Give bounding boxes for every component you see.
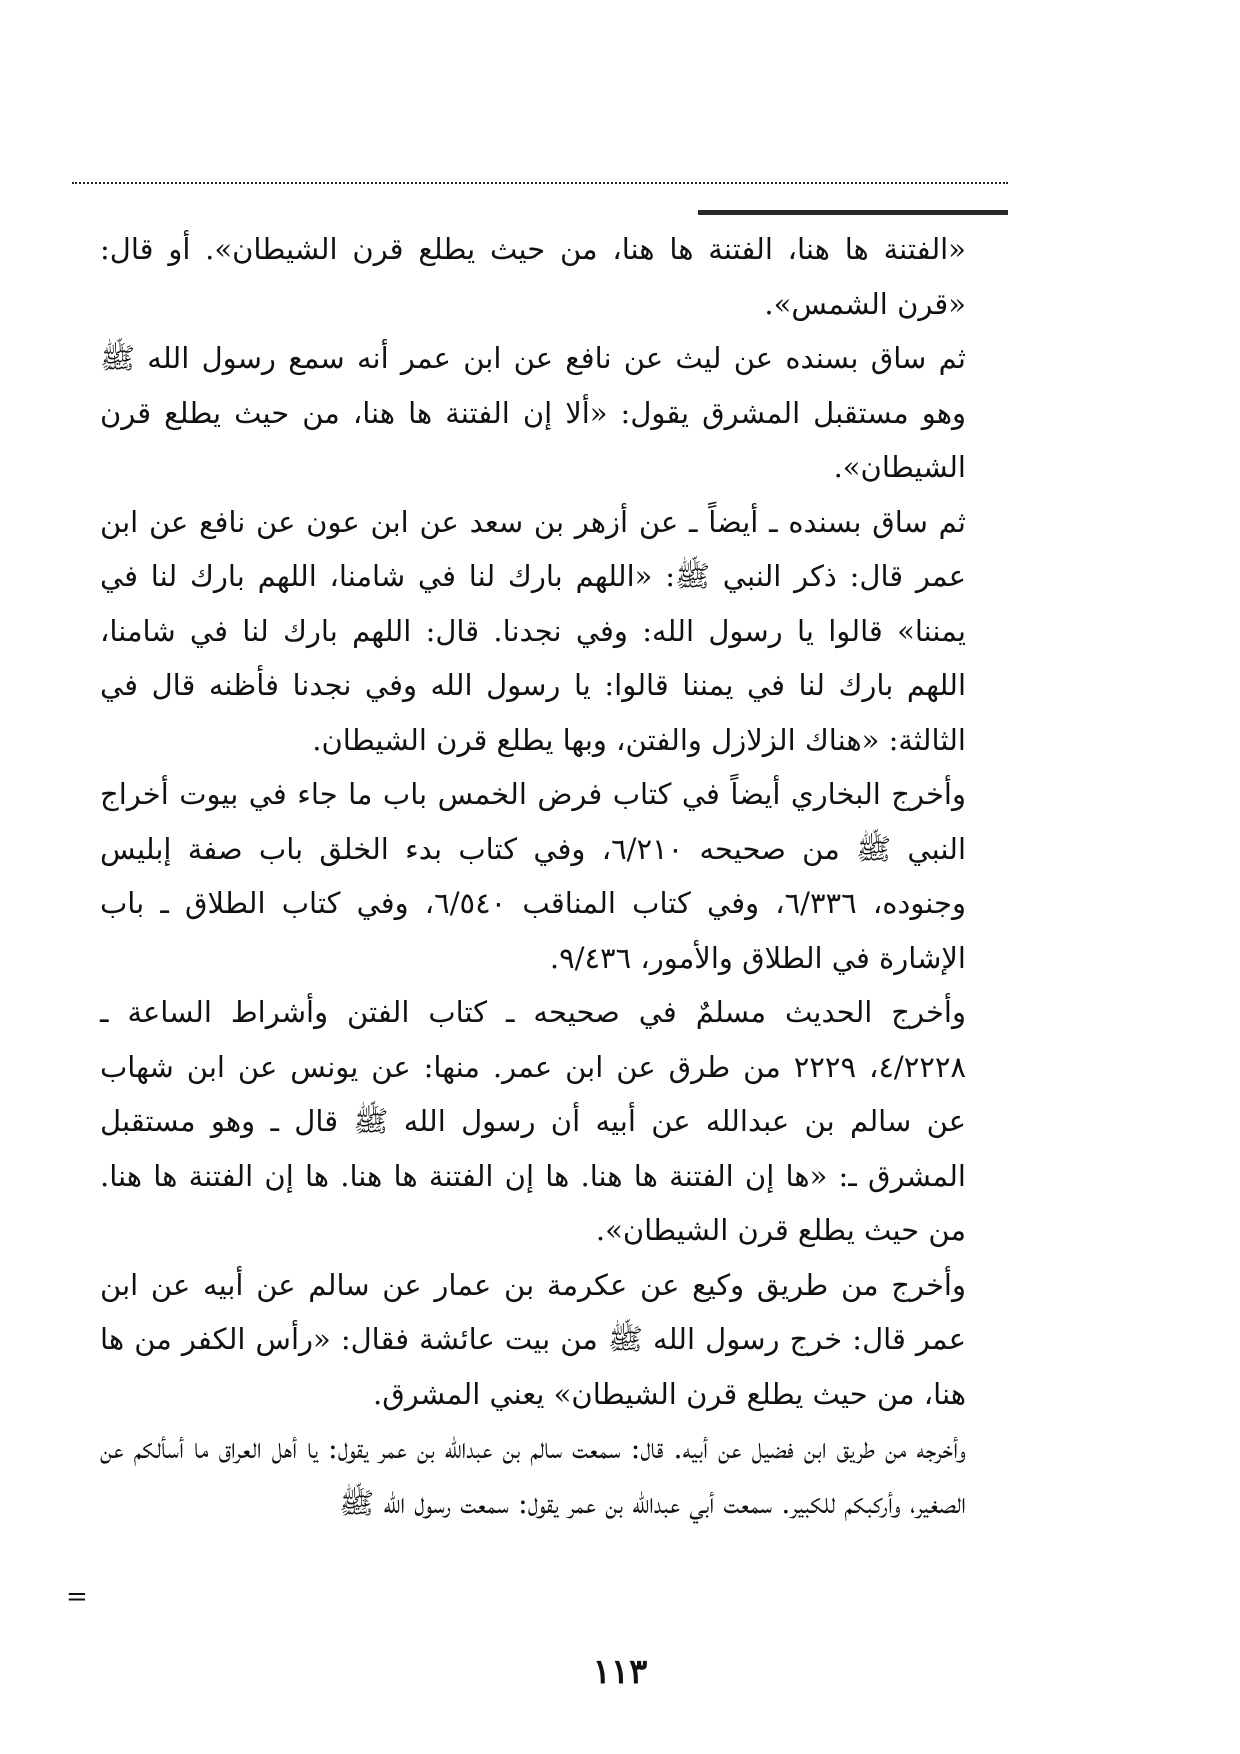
paragraph: «الفتنة ها هنا، الفتنة ها هنا، من حيث يطلع قرن الشيطان». أو قال: «قرن الشمس». xyxy=(100,232,966,321)
paragraph: ثم ساق بسنده ـ أيضاً ـ عن أزهر بن سعد عن ابن عون عن نافع عن ابن عمر قال: ذكر النبي ﷺ: «اللهم بارك لنا في شامنا، اللهم بارك لنا في يمننا» قالوا يا رسول الله: وفي نجدنا. قال: اللهم بارك لنا في شامنا، اللهم بارك لنا في يمننا قالوا: يا رسول الله وفي نجدنا فأظنه قال في الثالثة: «هناك الزلازل والفتن، وبها يطلع قرن الشيطان. xyxy=(100,504,966,757)
footnote-rule xyxy=(698,210,1008,215)
paragraph: وأخرج البخاري أيضاً في كتاب فرض الخمس باب ما جاء في بيوت أخراج النبي ﷺ من صحيحه ٦/٢١٠، وفي كتاب بدء الخلق باب صفة إبليس وجنوده، ٦/٣٣٦، وفي كتاب المناقب ٦/٥٤٠، وفي كتاب الطلاق ـ باب الإشارة في الطلاق والأمور، ٩/٤٣٦. xyxy=(100,777,967,975)
continuation-mark: = xyxy=(66,1582,88,1612)
dotted-separator-line xyxy=(72,182,1008,184)
paragraph: وأخرجه من طريق ابن فضيل عن أبيه. قال: سمعت سالم بن عبدالله بن عمر يقول: يا أهل العراق ما أسألكم عن الصغير، وأركبكم للكبير. سمعت أبي عبدالله بن عمر يقول: سمعت رسول الله ﷺ xyxy=(100,1431,966,1520)
page-number: ١١٣ xyxy=(592,1652,648,1692)
paragraph: وأخرج من طريق وكيع عن عكرمة بن عمار عن سالم عن أبيه عن ابن عمر قال: خرج رسول الله ﷺ من بيت عائشة فقال: «رأس الكفر من ها هنا، من حيث يطلع قرن الشيطان» يعني المشرق. xyxy=(100,1267,966,1411)
footnote-text-block xyxy=(100,222,966,1530)
paragraph: وأخرج الحديث مسلمٌ في صحيحه ـ كتاب الفتن وأشراط الساعة ـ ٤/٢٢٢٨، ٢٢٢٩ من طرق عن ابن عمر. منها: عن يونس عن ابن شهاب عن سالم بن عبدالله عن أبيه أن رسول الله ﷺ قال ـ وهو مستقبل المشرق ـ: «ها إن الفتنة ها هنا. ها إن الفتنة ها هنا. ها إن الفتنة ها هنا. من حيث يطلع قرن الشيطان». xyxy=(100,995,967,1247)
paragraph: ثم ساق بسنده عن ليث عن نافع عن ابن عمر أنه سمع رسول الله ﷺ وهو مستقبل المشرق يقول: «ألا إن الفتنة ها هنا، من حيث يطلع قرن الشيطان». xyxy=(100,341,966,484)
